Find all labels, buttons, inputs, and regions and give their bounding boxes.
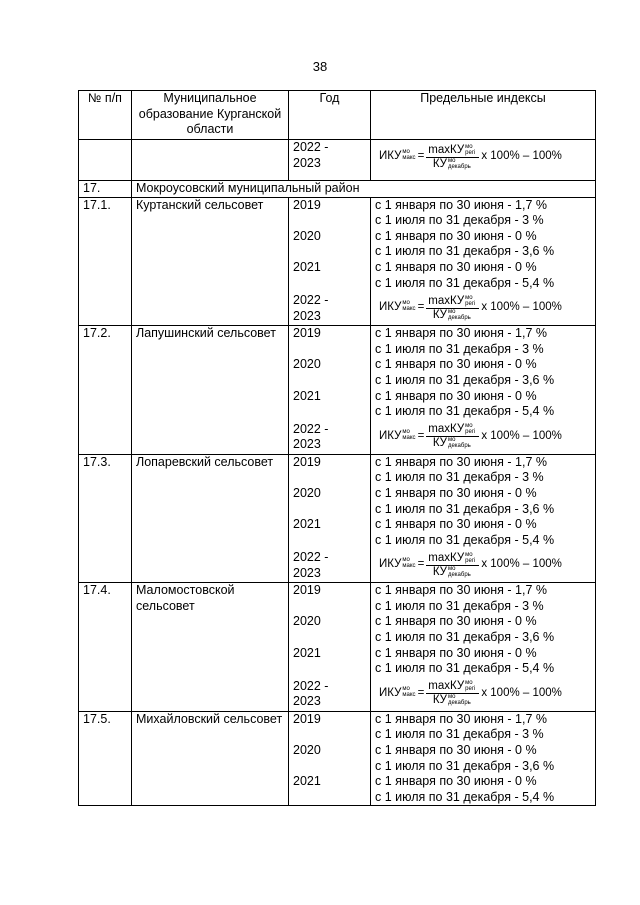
index-line: с 1 января по 30 июня - 0 %: [375, 743, 537, 758]
year: 2020: [293, 614, 321, 629]
index-line: с 1 июля по 31 декабря - 5,4 %: [375, 661, 555, 676]
formula-lhs: ИКУ: [379, 301, 402, 314]
year: 2022 -: [293, 421, 329, 436]
year-2022: 2022 -: [293, 140, 329, 154]
indices-table: [78, 90, 596, 806]
row-num: 17.4.: [79, 583, 132, 712]
year: 2022 -: [293, 293, 329, 308]
year: 2021: [293, 259, 321, 274]
index-line: с 1 июля по 31 декабря - 5,4 %: [375, 532, 555, 547]
year: 2019: [293, 454, 321, 469]
year: 2022 -: [293, 550, 329, 565]
table-row: [79, 326, 596, 455]
index-line: с 1 января по 30 июня - 0 %: [375, 357, 537, 372]
index-line: с 1 июля по 31 декабря - 3 %: [375, 341, 544, 356]
row-indices: [371, 326, 596, 455]
year: 2022 -: [293, 678, 329, 693]
index-line: с 1 января по 30 июня - 1,7 %: [375, 454, 547, 469]
index-line: с 1 июля по 31 декабря - 3 %: [375, 598, 544, 613]
row-years: [289, 454, 371, 583]
row-indices: [371, 454, 596, 583]
year: 2020: [293, 228, 321, 243]
row-num: 17.3.: [79, 454, 132, 583]
district-num: 17.: [79, 181, 132, 198]
formula-fraction: maxКУ мо регi КУ мо декабрь: [426, 680, 479, 707]
year: 2023: [293, 565, 321, 580]
year: 2020: [293, 485, 321, 500]
formula-lhs: ИКУ: [379, 687, 402, 700]
table-row-carry: [79, 140, 596, 181]
year: 2019: [293, 583, 321, 598]
index-line: с 1 июля по 31 декабря - 3,6 %: [375, 372, 555, 387]
index-line: с 1 января по 30 июня - 1,7 %: [375, 711, 547, 726]
index-line: с 1 января по 30 июня - 0 %: [375, 485, 537, 500]
row-indices: [371, 197, 596, 326]
index-line: с 1 июля по 31 декабря - 3 %: [375, 727, 544, 742]
index-line: с 1 января по 30 июня - 0 %: [375, 259, 537, 274]
year: 2020: [293, 743, 321, 758]
index-line: с 1 января по 30 июня - 1,7 %: [375, 326, 547, 341]
index-line: с 1 января по 30 июня - 0 %: [375, 228, 537, 243]
index-line: с 1 июля по 31 декабря - 5,4 %: [375, 789, 555, 804]
formula-lhs: ИКУ: [379, 150, 402, 163]
header-year: Год: [289, 91, 371, 140]
table-row: [79, 197, 596, 326]
table-row: [79, 583, 596, 712]
row-municipality: Маломостовской сельсовет: [132, 583, 289, 712]
row-years: [289, 583, 371, 712]
table-header-row: [79, 91, 596, 140]
index-line: с 1 июля по 31 декабря - 5,4 %: [375, 275, 555, 290]
formula: ИКУ мо макс = maxКУ мо регi КУ мо декабрь х 100% – 100%: [379, 294, 562, 321]
table-row: [79, 454, 596, 583]
header-num: № п/п: [79, 91, 132, 140]
year-2023: 2023: [293, 155, 321, 170]
row-num: 17.5.: [79, 711, 132, 806]
year: 2020: [293, 357, 321, 372]
index-line: с 1 января по 30 июня - 0 %: [375, 614, 537, 629]
row-indices: [371, 583, 596, 712]
index-line: с 1 июля по 31 декабря - 3,6 %: [375, 501, 555, 516]
row-municipality: Лапушинский сельсовет: [132, 326, 289, 455]
formula: ИКУ мо макс = maxКУ мо регi КУ мо декабрь х 100% – 100%: [379, 680, 562, 707]
index-line: с 1 июля по 31 декабря - 5,4 %: [375, 404, 555, 419]
year: 2019: [293, 197, 321, 212]
index-line: с 1 января по 30 июня - 0 %: [375, 517, 537, 532]
year: 2021: [293, 517, 321, 532]
formula: ИКУ мо макс = maxКУ мо регi КУ мо декабрь х 100% – 100%: [379, 551, 562, 578]
table-row: [79, 711, 596, 806]
index-line: с 1 июля по 31 декабря - 3 %: [375, 213, 544, 228]
district-name: Мокроусовский муниципальный район: [132, 181, 596, 198]
row-municipality: Куртанский сельсовет: [132, 197, 289, 326]
formula-fraction: maxКУ мо регi КУ мо декабрь: [426, 295, 479, 322]
row-years: [289, 326, 371, 455]
index-line: с 1 января по 30 июня - 0 %: [375, 388, 537, 403]
row-years: [289, 197, 371, 326]
formula-lhs: ИКУ: [379, 558, 402, 571]
table-row-district: [79, 181, 596, 198]
index-line: с 1 января по 30 июня - 1,7 %: [375, 197, 547, 212]
index-line: с 1 июля по 31 декабря - 3,6 %: [375, 244, 555, 259]
row-years: [289, 711, 371, 806]
index-line: с 1 января по 30 июня - 0 %: [375, 645, 537, 660]
row-municipality: Михайловский сельсовет: [132, 711, 289, 806]
year: 2021: [293, 774, 321, 789]
year: 2023: [293, 694, 321, 709]
formula-lhs: ИКУ: [379, 429, 402, 442]
index-line: с 1 июля по 31 декабря - 3 %: [375, 470, 544, 485]
year: 2019: [293, 326, 321, 341]
index-line: с 1 июля по 31 декабря - 3,6 %: [375, 758, 555, 773]
year: 2021: [293, 645, 321, 660]
row-indices: [371, 711, 596, 806]
formula-fraction: maxКУ мо регi КУ мо декабрь: [426, 552, 479, 579]
index-line: с 1 января по 30 июня - 1,7 %: [375, 583, 547, 598]
formula: ИКУ мо макс = maxКУ мо регi КУ мо декабрь х 100% – 100%: [379, 143, 562, 170]
index-line: с 1 января по 30 июня - 0 %: [375, 774, 537, 789]
formula: ИКУ мо макс = maxКУ мо регi КУ мо декабрь х 100% – 100%: [379, 423, 562, 450]
row-num: 17.2.: [79, 326, 132, 455]
formula-fraction: maxКУ мо регi КУ мо декабрь: [426, 144, 479, 171]
index-line: с 1 июля по 31 декабря - 3,6 %: [375, 630, 555, 645]
page-number: 38: [312, 59, 328, 74]
formula-fraction: maxКУ мо регi КУ мо декабрь: [426, 423, 479, 450]
header-indices: Предельные индексы: [371, 91, 596, 140]
year: 2023: [293, 437, 321, 452]
year: 2021: [293, 388, 321, 403]
row-num: 17.1.: [79, 197, 132, 326]
year: 2019: [293, 711, 321, 726]
row-municipality: Лопаревский сельсовет: [132, 454, 289, 583]
year: 2023: [293, 308, 321, 323]
header-municipality: Муниципальное образование Курганской области: [132, 91, 289, 140]
